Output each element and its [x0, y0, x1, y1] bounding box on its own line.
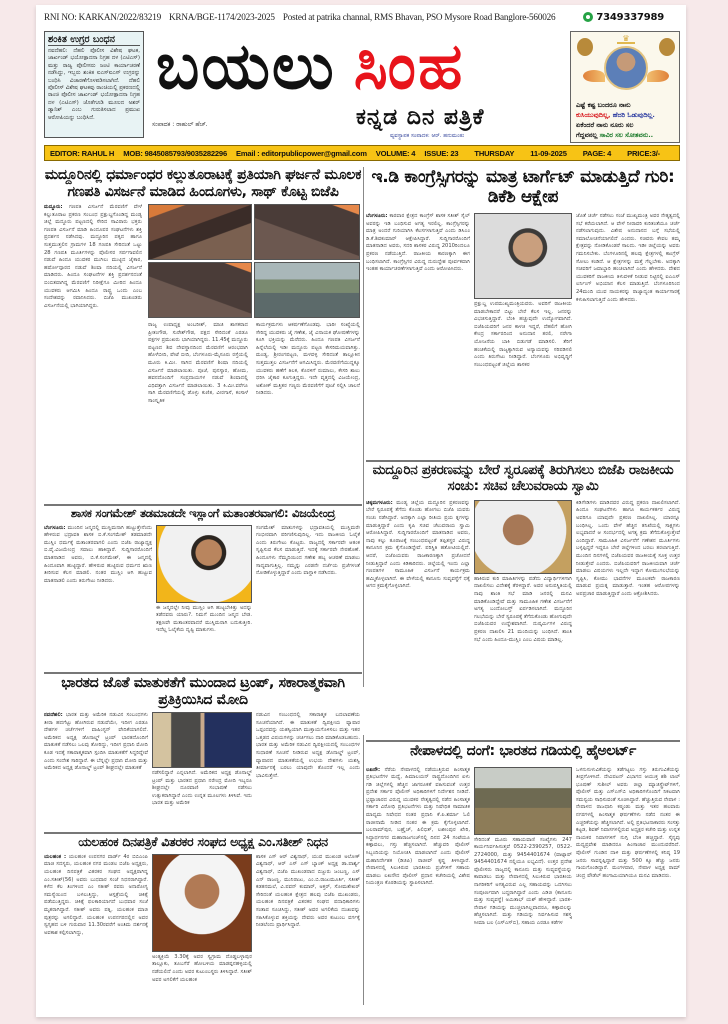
- crowd-photo: [254, 204, 360, 260]
- mobile-numbers: MOB: 9845085793/9035282296: [123, 148, 227, 158]
- editor-name: EDITOR: RAHUL H: [50, 148, 115, 158]
- article-text-column: ಶಾಸಕ ಎಸ್ ಆರ್ ವಿಶ್ವನಾಥ್, ಯುವ ಮುಖಂಡ ಅಲೋಕ್ ವಿಶ್ವನಾಥ್, ಆರ್ ಎಸ್ ಎಸ್ ಬ್ಯಾಂಕ್ ಅಧ್ಯಕ್ಷ ಡಾ.ಪಾರ್ಶ್ವ ವಿಶ್ವನಾಥ್, ಬಿಜೆಪಿ ಮುಖಂಡರಾದ ಬಿಜ್ಜುರು ಜಂಬಣ್ಣ, ಎಸ್ ಎನ್ ರಾಜಣ್ಣ, ಮುನಿರಾಜು, ಎಂ.ಬಿ.ರಾಜುಮೂರ್ತಿ, ಸತೀಶ್ ಕಡತನಮಲೆ, ವಿ.ಪವನ್ ಕುಮಾರ್, ಅಕ್ತರ್, ಸೋಮಶೇಖರ್ ಸೇರಿದಂತೆ ಯಲಹಂಕ ಕ್ಷೇತ್ರದ ಹಲವು ಬಿಜೆಪಿ ಮುಖಂಡರು, ಯಲಹಂಕ ದಿನಪತ್ರಿಕೆ ವಿತರಕರ ಸಂಘದ ಪದಾಧಿಕಾರಿಗಳು ಸಂತಾಪ ಸೂಚಿಸಿದ್ದು, ಸತೀಶ್ ಅವರ ಅಗಲಿಕೆಯ ದುಃಖವನ್ನು ಸಹಿಸಿಕೊಳ್ಳುವ ಶಕ್ತಿಯನ್ನು ದೇವರು ಅವರ ಕುಟುಂಬ ವರ್ಗಕ್ಕೆ ನೀಡಲೆಂದು ಪ್ರಾರ್ಥಿಸಿದ್ದಾರೆ.: [256, 853, 360, 929]
- column-divider: [363, 735, 364, 1005]
- quote-line: ಸಾವಿರ ಸಲ ಸೋತವನು..: [599, 131, 654, 139]
- title-red-part: ಸಿಂಹ: [353, 30, 465, 104]
- article-maddur-swamy: [366, 463, 680, 735]
- phone-number: 7349337989: [596, 11, 664, 23]
- article-divider: [44, 672, 362, 674]
- dateline: ಮದ್ದೂರು:: [44, 204, 63, 211]
- dateline: ಚಿಕ್ಕಮಗಳೂರು:: [366, 499, 393, 506]
- street-procession-photo: [254, 262, 360, 318]
- krna-number: KRNA/BGE-1174/2023-2025: [169, 12, 275, 22]
- crown-icon: ♛: [617, 36, 635, 44]
- rni-number: RNI NO: KARKAN/2022/83219: [44, 12, 161, 22]
- article-text-column: ಜೊತೆ ಚರ್ಚೆ ನಡೆಸಲು ಸಂಜೆ ಮುಖ್ಯಮಂತ್ರಿ ಅವರ ನೇತೃತ್ವದಲ್ಲಿ ಸಭೆ ಕರೆಯಲಾಗಿದೆ. ಆ ವೇಳೆ ನೀರಾವರಿ ಕುರಿತಂತೆಯೂ ಚರ್ಚೆ ನಡೆಸಲಾಗುವುದು. ವಿಶೇಷ ಅನುದಾನದ ಬಗ್ಗೆ ಸಭೆಯಲ್ಲಿ ಸಮಾಲೋಚನೆಯಾಗಲಿದೆ ಎಂದರು. ಸಚಿವರು ಕೇವಲ ತಮ್ಮ ಕ್ಷೇತ್ರವನ್ನು ನೋಡಿಕೊಂಡರೆ ಸಾಲದು. ಇಡೀ ಜಿಲ್ಲೆಯನ್ನು ಅವರು ಗಮನಿಸಬೇಕು. ಬೆಂಗಳೂರಿನಲ್ಲಿ ಹಲವು ಕ್ಷೇತ್ರಗಳಲ್ಲಿ ಕಾಂಗ್ರೆಸ್ ಸೋಲು ಕಂಡಿದೆ. ಆ ಕ್ಷೇತ್ರಗಳನ್ನು ಮತ್ತೆ ಗೆಲ್ಲಬೇಕು. ಅದಕ್ಕಾಗಿ ಸಚಿವರಿಗೆ ಜವಾಬ್ದಾರಿ ಹಂಚಲಾಗಿದೆ ಎಂದು ಹೇಳಿದರು. ದೇಶದ ಯುವಕರಿಗೆ ರಾಜಕೀಯ ತಿಳುವಳಿಕೆ ನೀಡುವ ನಿಟ್ಟಿನಲ್ಲಿ ಐಎಎಸ್ ಲರ್ನಿಂಗ್ ಅಭಿಯಾನ ಕೆಲಸ ಮಾಡುತ್ತಿದೆ. ಬೆಂಗಳೂರಿನಿಂದ 24ಮಂದಿ ಯುವ ನಾಯಕರನ್ನು ರಾಜ್ಯಾದ್ಯಂತ ಕಾರ್ಯಾಗಾರಕ್ಕೆ ಕಳುಹಿಸಲಾಗುತ್ತಿದೆ ಎಂದು ಹೇಳಿದರು.: [576, 213, 680, 303]
- quote-line: ಗೆದ್ದವನಲ್ಲ: [576, 131, 598, 139]
- satish-photo: [152, 854, 252, 952]
- article-text-column: ನಡೆಸಲಿದ್ದಾರೆ ಎನ್ನಲಾಗಿದೆ. ಅಮೆರಿಕದ ಅಧ್ಯಕ್ಷ ಡೊನಾಲ್ಡ್ ಟ್ರಂಪ್ ಮತ್ತು ಭಾರತದ ಪ್ರಧಾನಿ ನರೇಂದ್ರ ಮೋದಿ ಇಬ್ಬರೂ ಶೀಘ್ರದಲ್ಲೇ ದೂರವಾಣಿ ಸಂಭಾಷಣೆ ನಡೆಸಲು ಉತ್ಸುಕರಾಗಿದ್ದಾರೆ ಎಂದು ಉನ್ನತ ಮೂಲಗಳು ತಿಳಿಸಿವೆ. ಇದು ಭಾರತ ಮತ್ತು ಅಮೆರಿಕ: [152, 770, 252, 807]
- editor-quote: [576, 100, 676, 140]
- article-text-column: [366, 213, 470, 451]
- side-news-title: ಶಂಕಿತ ಉಗ್ರರ ಬಂಧನ: [48, 34, 140, 46]
- article-text: ಯಲಹಂಕ ಉಪನಗರ ವಾರ್ಡ್ 4ರ ಬಿಬಿಎಂಪಿ ಮಾಜಿ ಸದಸ್ಯರು, ಯಲಹಂಕ ನಗರ ಮಂಡಲ ಬಿಜೆಪಿ ಅಧ್ಯಕ್ಷರು, ಯಲಹಂಕ ದಿನಪತ್ರಿಕೆ ವಿತರಕರ ಸಂಘದ ಅಧ್ಯಕ್ಷರಾಗಿದ್ದ ಎಂ.ಸತೀಶ್(56) ಅವರು ಬುಧವಾರ ಸಂಜೆ ನಿಧನರಾಗಿದ್ದಾರೆ. ಕಳೆದ ಕೆಲ ತಿಂಗಳಿಂದ ಎಂ ಸತೀಶ್ ರವರು ಅನಾರೋಗ್ಯ ಸಮಸ್ಯೆಯಿಂದ ಬಳಲುತ್ತಿದ್ದು, ಆಸ್ಪತ್ರೆಯಲ್ಲಿ ಚಿಕಿತ್ಸೆ ಪಡೆಯುತ್ತಿದ್ದರು. ಚಿಕಿತ್ಸೆ ಫಲಕಾರಿಯಾಗದೆ ಬುಧವಾರ ಸಂಜೆ ಮೃತರಾಗಿದ್ದಾರೆ. ಸತೀಶ್ ಅವರು ಪತ್ನಿ, ಯಲಹಂಕ ಮಾಜಿ ಪುತ್ರರನ್ನು ಅಗಲಿದ್ದಾರೆ. ಯಲಹಂಕ ಉಪನಗರದಲ್ಲಿನ ಅವರ ಸ್ವಗೃಹದ ಬಳಿ ಗುರುವಾರ 11.30ರವರೆಗೆ ಅಂತಿಮ ದರ್ಶನಕ್ಕೆ ಅವಕಾಶ ಕಲ್ಪಿಸಲಾಗಿದ್ದು,: [44, 853, 148, 936]
- price: PRICE:3/-: [627, 148, 660, 158]
- article-headline: ಮದ್ದೂರಿನ ಪ್ರಕರಣವನ್ನು ಬೇರೆ ಸ್ವರೂಪಕ್ಕೆ ತಿರುಗಿಸಲು ಬಿಜೆಪಿ ರಾಜಕೀಯ ಸಂಚು: ಸಚಿವ ಚೆಲುವರಾಯ ಸ್ವಾಮಿ: [372, 462, 674, 494]
- editor-quote-box: [570, 31, 680, 143]
- article-divider: [366, 740, 680, 742]
- dk-shivakumar-photo: [474, 213, 572, 299]
- crowd-photo: [148, 262, 252, 318]
- quote-line: ಹೆದರಿ ಓಡುವುದಿಲ್ಲ.: [612, 111, 655, 119]
- article-text-column: ರಾಜ್ಯ ಉಪಾಧ್ಯಕ್ಷ ಅಂಬರೀಶ್, ಮಾಜಿ ಶಾಸಕರಾದ ಪ್ರೀತಂಗೌಡ, ಸುರೇಶ್‌ಗೌಡ, ಪಕ್ಷದ ಸೇರಿದಂತೆ ಎರಡೂ ಪಕ್ಷಗಳ ಪ್ರಮುಖರು ಭಾಗಿಯಾಗಿದ್ದರು. 11.45ಕ್ಕೆ ಮದ್ದೂರು ಪಟ್ಟಣದ ಶಿವ ದೇವಸ್ಥಾನದಿಂದ ಮೆರವಣಿಗೆ ಆರಂಭವಾಗಿ ಹೊಳೆಬೀದಿ, ಪೇಟೆ ಬೀದಿ, ಬೆಂಗಳೂರು-ಮೈಸೂರು ರಸ್ತೆಯಲ್ಲಿ ಮೂರು ಕಿ.ಮೀ. ಸಾಗಿದ ಮೆರವಣಿಗೆ ಶಿಂಷಾ ನದಿಯಲ್ಲಿ ವಿಸರ್ಜನೆ ಮಾಡಲಾಯಿತು. ಪೂಜೆ, ಪುನಸ್ಕಾರ, ಹೋಮ, ಹವನದೊಂದಿಗೆ ಸಂಪ್ರದಾಯಗಳ ನಡುವೆ ಶಿಂಷಾದಲ್ಲಿ ವಿಧಿವತ್ತಾಗಿ ವಿಸರ್ಜನೆ ಮಾಡಲಾಯಿತು. 3 ಕಿ.ಮೀ.ವರೆಗೂ ಸಾಗಿ ಮೆರವಣಿಗೆಯಲ್ಲಿ ಡೊಳ್ಳು ಕುಣಿತ, ವೀರಗಾಸೆ, ಕಂಸಾಳೆ ಸಾಂಸ್ಕೃತಿಕ: [148, 322, 248, 404]
- wing-decoration-icon: [583, 70, 605, 82]
- dateline: ಯಲಹಂಕ :: [44, 853, 67, 860]
- article-text: ಭಾರತ ಮತ್ತು ಅಮೆರಿಕ ನಡುವಿನ ಸಂಬಂಧಗಳು ತೀರಾ ಹದಗೆಟ್ಟು ಹೋಗಿರುವ ನಡುವೆಯೇ, ಇದೀಗ ಎರಡೂ ದೇಶಗಳ ಚರ್ಚೆಗಳಿಗೆ ವಾಷಿಂಗ್ಟನ್ ವೇದಿಕೆಯಾಗಲಿದೆ. ಅಮೆರಿಕದ ಅಧ್ಯಕ್ಷ ಡೊನಾಲ್ಡ್ ಟ್ರಂಪ್ ಭಾರತದೊಂದಿಗೆ ಮಾತುಕತೆ ನಡೆಸಲು ಒಲವು ತೋರಿದ್ದು, ಇದೀಗ ಪ್ರಧಾನಿ ಮೋದಿ ಕೂಡ ಇದಕ್ಕೆ ಸಕಾರಾತ್ಮಕವಾಗಿ ಸ್ಪಂದಿಸಿ ಮಾತುಕತೆಗೆ ಸಿದ್ಧರಿದ್ದೇವೆ ಎಂದು ಸಂದೇಶ ಸಾರಿದ್ದಾರೆ. ಈ ಬೆನ್ನಲ್ಲೇ ಪ್ರಧಾನಿ ಮೋದಿ ಮತ್ತು ಅಮೆರಿಕದ ಅಧ್ಯಕ್ಷ ಡೊನಾಲ್ಡ್ ಟ್ರಂಪ್ ಶೀಘ್ರದಲ್ಲೇ ಮಾತುಕತೆ: [44, 712, 148, 772]
- modi-trump-photo: [152, 712, 252, 768]
- volume-number: VOLUME: 4: [375, 148, 416, 158]
- crowd-photo: [148, 204, 252, 260]
- article-headline: ಯಲಹಂಕ ದಿನಪತ್ರಿಕೆ ವಿತರಕರ ಸಂಘದ ಅಧ್ಯಕ್ಷ ಎಂ.ಸತೀಶ್ ನಿಧನ: [78, 834, 328, 849]
- article-text-column: [366, 500, 470, 728]
- article-ed-target: [366, 167, 680, 455]
- dateline: ಬೆಂಗಳೂರು:: [44, 524, 66, 531]
- article-sangamesh: [44, 507, 362, 667]
- side-news-text: ನವದೆಹಲಿ: ದೆಹಲಿ ಪೊಲೀಸ ವಿಶೇಷ ಘಟಕ, ಜಾರ್ಖಂಡ್ ಭಯೋತ್ಪಾದನಾ ನಿಗ್ರಹ ದಳ (ಎಟಿಎಸ್) ಮತ್ತು ರಾಜ್ಯ ಪೊಲೀಸರು ಜಂಟಿ ಕಾರ್ಯಾಚರಣೆ ನಡೆಸಿದ್ದು, ಇಬ್ಬರು ಶಂಕಿತ ಐಎಸ್‌ಐಎಸ್ ಉಗ್ರರನ್ನು ಬಂಧಿಸಿ ವಿಚಾರಣೆಗೊಳಪಡಿಸಲಾಗಿದೆ. ದೆಹಲಿ ಪೊಲೀಸ್ ವಿಶೇಷ ಘಟಕವು ರಾಂಚಿಯಲ್ಲಿ ಪ್ರಕರಣದಲ್ಲಿ ರಾಂಚಿ ಪೊಲೀಸ ಜಾರ್ಖಂಡ್ ಭಯೋತ್ಪಾದನಾ ನಿಗ್ರಹ ದಳ (ಎಟಿಎಸ್) ಜೊತೆಗೂಡಿ ಮೂಲದ ಅಶರ್ ಡ್ಯಾನಿಶ್ ಎಂಬ ಗುರುತಿಸಲಾದ ಪ್ರಮುಖ ಆರೋಪಿಯನ್ನು ಬಂಧಿಸಿದೆ.: [48, 48, 140, 121]
- dateline: ನವದೆಹಲಿ:: [44, 712, 63, 719]
- article-text: ಮುಂದಿನ ಜನ್ಮದಲ್ಲಿ ಮುಸ್ಲಿಮನಾಗಿ ಹುಟ್ಟುತ್ತೇನೆಂದು ಹೇಳಿರುವ ಭದ್ರಾವತಿ ಶಾಸಕ ಬಿ.ಕೆ.ಸಂಗಮೇಶ್ ತಡಮಾಡದೇ ಮುಸ್ಲಿಂ ಧರ್ಮಕ್ಕೆ ಮತಾಂತರವಾಗಲಿ ಎಂದು ಬಿಜೆಪಿ ರಾಜ್ಯಾಧ್ಯಕ್ಷ ಬಿ.ವೈ.ವಿಜಯೇಂದ್ರ ಸವಾಲು ಹಾಕಿದ್ದಾರೆ. ಸುದ್ದಿಗಾರರೊಂದಿಗೆ ಮಾತನಾಡಿದ ಅವರು, ಬಿ.ಕೆ.ಸಂಗಮೇಶ್, ಈ ಜನ್ಮದಲ್ಲಿ ಹಿಂದೂವಾಗಿ ಹುಟ್ಟಿದ್ದಾರೆ. ಹೇಳಿರುವ ಹುಟ್ಟಿರುವ ಧರ್ಮದ ಋಣ ತೀರಿಸುವ ಕೆಲಸ ಮಾಡಲಿ. ನಂತರ ಮುಸ್ಲಿಂ ಆಗಿ ಹುಟ್ಟುವ ಮಾತನಾಡಲಿ ಎಂದು ತಿರುಗೇಟು ನೀಡಿದರು.: [44, 524, 152, 584]
- managing-editor-credit: ವ್ಯವಸ್ಥಾಪಕ ಸಂಪಾದಕ: ಆರ್. ಹನುಮಂತು: [390, 133, 465, 139]
- posted-address: Posted at patrika channal, RMS Bhavan, PSO Mysore Road Banglore-560026: [282, 12, 556, 22]
- lion-emblem-icon: [659, 38, 675, 56]
- article-headline: ಇ.ಡಿ ಕಾಂಗ್ರೆಸ್ಸಿಗರನ್ನು ಮಾತ್ರ ಟಾರ್ಗೆಟ್ ಮಾಡುತ್ತಿದೆ ಗುರಿ: ಡಿಕೆಶಿ ಆಕ್ಷೇಪ: [371, 167, 675, 208]
- article-text-column: ಸೇರಿದಂತೆ ಮೂರು ಸಹಾಯವಾಣಿ ಸಂಖ್ಯೆಗಳು 247 ಕಾರ್ಯನಿರ್ವಹಿಸುತ್ತವೆ 0522-2390257, 0522-2724000, ಮತ್ತು 9454401674 (ವಾಟ್ಸಾಪ್ 9454401674 ನಲ್ಲಿಯೂ ಲಭ್ಯವಿದೆ). ಉತ್ತರ ಪ್ರದೇಶ ಪೊಲೀಸರು ರಾಜ್ಯದಲ್ಲಿ ಕಾನೂನು ಮತ್ತು ಸುವ್ಯವಸ್ಥೆಯನ್ನು ಕಾಪಾಡಲು ಮತ್ತು ನೇಪಾಳದಲ್ಲಿ ಸಿಲುಕಿರುವ ಭಾರತೀಯ ನಾಗರಿಕರಿಗೆ ಅಗತ್ಯವಿರುವ ಎಲ್ಲ ಸಹಾಯವನ್ನು ಒದಗಿಸಲು ಸಂಪೂರ್ಣವಾಗಿ ಬದ್ಧರಾಗಿದ್ದಾರೆ ಎಂದು ಎಡಿಜಿ (ಕಾನೂನು ಮತ್ತು ಸುವ್ಯವಸ್ಥೆ) ಅಮಿತಾಭ್ ಯಶ್ ಹೇಳಿದ್ದಾರೆ. ಭಾರತ-ನೇಪಾಳ ಗಡಿಯನ್ನು ಮುಚ್ಚಲಾಗಿಲ್ಲವಾದರೂ, ಕಣ್ಗಾವಲನ್ನು ಹೆಚ್ಚಿಸಲಾಗಿದೆ. ಮತ್ತು ಗಡಿಯನ್ನು ನಿರ್ವಹಿಸುವ ಸಶಸ್ತ್ರ ಸೀಮಾ ಬಲ (ಎಸ್‌ಎಸ್‌ಬಿ), ಸಹಾಯ ಎರಡೂ ಕಡೆಗಳ: [474, 836, 572, 927]
- page-number: PAGE: 4: [582, 148, 612, 158]
- email-address: Email : editorpublicpower@gmail.com: [235, 148, 367, 158]
- article-satish: [44, 835, 362, 1015]
- dateline: ಲಖನೌ:: [366, 766, 381, 773]
- article-text-column: ಪ್ರಕ್ಷುಬ್ಧ ಉಪಮುಖ್ಯಮಂತ್ರಿಯವರು. ಅವರಿಗೆ ರಾಜಕೀಯ ಮಾಡಬೇಕಾದರೆ ಬಿಟ್ಟು ಬೇರೆ ಕೆಲಸ ಇಲ್ಲ. ಜನರನ್ನು ವಿಭಜಿಸುತ್ತಿದ್ದಾರೆ. ಬೆಂಕಿ ಹಚ್ಚುವುದೇ ಉದ್ಯೋಗವಾಗಿದೆ. ಬಿಜೆಪಿಯವರಿಗೆ ಜನರ ಕಾಳಜಿ ಇದ್ದರೆ, ದೆಹಲಿಗೆ ಹೋಗಿ ಕೇಂದ್ರ ಸರ್ಕಾರದಿಂದ ಅನುದಾನ ತರಲಿ, ನರೇಗಾ ಯೋಜನೆಯ ಬಾಕಿ ಬಿಡುಗಡೆ ಮಾಡಿಸಲಿ. ತೆರಿಗೆ ಹಂಚಿಕೆಯಲ್ಲಿ ರಾಜ್ಯಕ್ಕಾಗಿರುವ ಅನ್ಯಾಯವನ್ನು ಸರಿಪಡಿಸಲಿ ಎಂದು ತಿರುಗೇಟು ನೀಡಿದ್ದಾರೆ. ಬೆಂಗಳೂರು ಅಭಿವೃದ್ಧಿಗೆ ಸಂಬಂಧಪಟ್ಟಂತೆ ಜಿಲ್ಲೆಯ ಶಾಸಕರ: [474, 301, 572, 368]
- newspaper-subtitle: ಕನ್ನಡ ದಿನ ಪತ್ರಿಕೆ: [356, 105, 485, 130]
- article-trump-modi: [44, 675, 362, 825]
- article-text-column: ಕಾರ್ಯಕ್ರಮಗಳು ಆಕರ್ಷಣೆಗೊಂಡವು. ಭಾರೀ ಸಂಖ್ಯೆಯಲ್ಲಿ ಸೇರಿದ್ದ ಯುವಕರು ಜೈ ಗಣೇಶ, ಜೈ ವಿನಾಯಕ ಘೋಷಣೆಗಳನ್ನು ಕೂಗಿ ಭಕ್ತಿಯನ್ನು ಮೆರೆದರು. ಹಿಂದೂ ಗಣಪತಿ ವಿಸರ್ಜನೆ ಹಿನ್ನೆಲೆಯಲ್ಲಿ ಇಡೀ ಮದ್ದೂರು ಪಟ್ಟಣ ಕೇಸರಿಮಯವಾಗಿತ್ತು. ಮಂಡ್ಯ, ಶ್ರೀರಂಗಪಟ್ಟಣ, ಮಳವಳ್ಳಿ ಸೇರಿದಂತೆ ತಾಲ್ಲೂಕಿನ ಸುತ್ತಮುತ್ತಲ ವಿಸರ್ಜನೆಗೆ ಆಗಮಿಸಿದ್ದರು. ಮೆರವಣಿಗೆಯುದ್ದಕ್ಕೂ ಯುವಕರು ಹಣೆಗೆ ತಿಲಕ, ಕೊರಳಿಗೆ ರುಮಾಲು, ಕೇಸರಿ ಶಾಲು ಧರಿಸಿ ಜೈಕಾರ ಕೂಗುತ್ತಿದ್ದರು. ಇದೇ ವೃತ್ತದಲ್ಲಿ ವಿಜಯೇಂದ್ರ, ಅಶೋಕ್ ಮತ್ತಿತರ ಗಣ್ಯರು ಮೆರವಣಿಗೆಗೆ ಪೂಜೆ ಸಲ್ಲಿಸಿ ಚಾಲನೆ ನೀಡಿದರು.: [256, 322, 360, 397]
- article-text-column: [366, 767, 470, 1003]
- article-text-column: ಹಾಕಿರುವ ಕುರಿ ಮಾಹಿತಿಗಳನ್ನು ಪಡೆದು ವಿದ್ಯಾರ್ಥಿಗಳಿಗಾಗಿ ದಾಖಲಿಸಲು ವಿದೇಶಕ್ಕೆ ತೆರಳಿದ್ದಾರೆ. ಅವರ ಅನುಪಸ್ಥಿತಿಯಲ್ಲಿ ನಾವು ಶಾಂತಿ ಸಭೆ ಮಾಡಿ ಜನರಲ್ಲಿ ಮನವಿ ಮಾಡಿಕೊಂಡಿದ್ದೇವೆ ಮತ್ತು ಸಾಮೂಹಿಕ ಗಣೇಶ ವಿಸರ್ಜನೆಗೆ ಅಗತ್ಯ ಬಂದೋಬಸ್ತ್ ಏರ್ಪಡಿಸಲಾಗಿದೆ. ಮದ್ದೂರಿನ ಗಲಭೆಯನ್ನು ಬೇರೆ ಸ್ವರೂಪಕ್ಕೆ ತೆಗೆದುಕೊಂಡು ಹೋಗುವುದೇ ಬಿಜೆಪಿಯವರ ಉದ್ದೇಶವಾಗಿದೆ. ದುಷ್ಕರ್ಮಿಗಳ ವಿರುದ್ಧ ಪ್ರಕರಣ ದಾಖಲಿಸಿ 21 ಮಂದಿಯನ್ನು ಬಂಧಿಸಿದೆ. ಶಾಂತಿ ಸಭೆ ಎಂದು ಹಿಂದೂ-ಮುಸ್ಲಿಂ ಎಂಬ ವಿಷಯ ಮಾಡಿಲ್ಲ.: [474, 575, 572, 643]
- article-headline: ಭಾರತದ ಜೊತೆ ಮಾತುಕತೆಗೆ ಮುಂದಾದ ಟ್ರಂಪ್, ಸಕಾರಾತ್ಮಕವಾಗಿ ಪ್ರತಿಕ್ರಿಯಿಸಿದ ಮೋದಿ: [61, 675, 345, 708]
- article-text-column: [44, 712, 148, 820]
- dateline: ಬೆಂಗಳೂರು:: [366, 213, 388, 220]
- quote-line: ಕುಸಿಯುವುದಿಲ್ಲ,: [576, 111, 611, 119]
- newspaper-title: [156, 27, 464, 107]
- quote-line: ಎಷ್ಟೆ ಕಷ್ಟ ಬಂದರೂ ನಾನು: [576, 101, 631, 109]
- article-text: ಗಣಪತಿ ವಿಸರ್ಜನೆ ಮೆರವಣಿಗೆ ವೇಳೆ ಕಲ್ಲುತೂರಾಟ ಪ್ರಕರಣ ಸಂಬಂಧ ಪ್ರಕ್ಷುಬ್ಧಗೊಂಡಿದ್ದ ಮಂಡ್ಯ ಜಿಲ್ಲೆ ಮದ್ದೂರು ಪಟ್ಟಣದಲ್ಲಿ ಸೇರಿದ ಸಾವಿರಾರು ಭಕ್ತರು ಗಣಪತಿ ವಿಸರ್ಜನೆ ಮಾಡಿ ಹಿಂದೂಪರ ಸಂಘಟನೆಗಳು ಶಕ್ತಿ ಪ್ರದರ್ಶನ ನಡೆಸಿದವು. ಮದ್ದೂರಿನ ಪಕ್ಕದ ಹಾಗೂ ಸುತ್ತಮುತ್ತಲಿನ ಗ್ರಾಮಗಳ 18 ಗಣಪತಿ ಸೇರಿದಂತೆ ಒಟ್ಟು 28 ಗಣಪತಿ ಮೂರ್ತಿಗಳನ್ನು ಪೊಲೀಸರ ಸರ್ಪಗಾವಲಿನ ನಡುವೆ ಹಿಂದೂ ಯುವಕರ ಮುಗಿಲು ಮುಟ್ಟಿದ ಜೈಕಾರ, ಹರ್ಷೋದ್ಗಾರದ ನಡುವೆ ಶಿಂಷಾ ನದಿಯಲ್ಲಿ ವಿಸರ್ಜನೆ ಮಾಡಿದರು. ಹಿಂದೂ ಸಂಘಟನೆಗಳ ಶಕ್ತಿ ಪ್ರದರ್ಶನದಂತೆ ಬಿಂಬಿತವಾಗಿದ್ದ ಮೆರವಣಿಗೆ ನಿರೀಕ್ಷೆಗೂ ಮೀರಿದ ಹಿಂದೂ ಯುವಕರು ಆಗಮಿಸಿ ಹಿಂದೂ ರಾಷ್ಟ್ರ ಒಂದು ಎಂಬ ಸಂದೇಶವನ್ನು ರವಾನಿಸಿದರು. ಬಿಜೆಪಿ ಮುಖಂಡರು ವಿಸರ್ಜನೆಯಲ್ಲಿ ಭಾಗಿಯಾಗಿದ್ದರು.: [44, 204, 142, 309]
- article-text-column: ಅಂತ್ಯಕ್ರಿಯೆ 3.30ಕ್ಕೆ ಅವರ ಸ್ವಗ್ರಾಮ ದೊಡ್ಡಬಳ್ಳಾಪುರ ತಾಲ್ಲೂಕು, ತೂಬಗೆರೆ ಹೋಬಳಿಯ ಮಾಡಪ್ಪನಹಳ್ಳಿಯಲ್ಲಿ ನಡೆಯಲಿದೆ ಎಂದು ಅವರ ಕುಟುಂಬಸ್ಥರು ತಿಳಿಸಿದ್ದಾರೆ. ಸತೀಶ್ ಅವರ ಅಗಲಿಕೆಗೆ ಯಲಹಂಕ: [152, 953, 252, 983]
- article-text-column: [44, 854, 148, 1006]
- column-divider: [363, 167, 364, 687]
- article-headline: ಮದ್ದೂರಿನಲ್ಲಿ ಧರ್ಮಾಂಧರ ಕಲ್ಲುತೂರಾಟಕ್ಕೆ ಪ್ರತಿಯಾಗಿ ಘರ್ಜನೆ ಮೂಲಕ ಗಣಪತಿ ವಿಸರ್ಜನೆ ಮಾಡಿದ ಹಿಂದೂಗಳು, ಸಾಥ್ ಕೊಟ್ಟ ಬಿಜೆಪಿ: [44, 167, 362, 200]
- article-maddur-ganapati: [44, 167, 362, 501]
- chaluvarayaswamy-photo: [474, 500, 572, 574]
- issue-number: ISSUE: 23: [424, 148, 459, 158]
- editor-photo: [604, 46, 648, 90]
- lion-emblem-icon: [577, 38, 593, 56]
- vijayendra-photo: [156, 525, 252, 603]
- article-text: ಕಾರವಾರ ಕ್ಷೇತ್ರದ ಕಾಂಗ್ರೆಸ್ ಶಾಸಕ ಸತೀಶ್ ಸೈಲ್ ಅವರನ್ನು ಇಡಿ ಬಂಧಿಸುವ ಅಗತ್ಯ ಇರಲಿಲ್ಲ. ಕಾಂಗ್ರೆಸ್ಸಿಗರನ್ನು ಮಾತ್ರ ಅಂದರೆ ಗುರಿಯಾಗಿಸಿ ಕೆಲಸಗಳಾಗುತ್ತಿವೆ ಎಂದು ಡಿಸಿಎಂ ಡಿ.ಕೆ.ಶಿವಕುಮಾರ್ ಆಕ್ಷೇಪಿಸಿದ್ದಾರೆ. ಸುದ್ದಿಗಾರರೊಂದಿಗೆ ಮಾತನಾಡಿದ ಅವರು, ಸದರಿ ಶಾಸಕರ ವಿರುದ್ಧ 2010ರಿಂದಲೂ ಪ್ರಕರಣ ನಡೆಯುತ್ತಿದೆ. ರಾಜಕೀಯ ಕಾರಣಕ್ಕಾಗಿ ಈಗ ಬಂಧಿಸಲಾಗಿದೆ. ಕಾಂಗ್ರೆಸ್ಸಿಗರ ವಿರುದ್ಧ ದುರುದ್ದೇಶ ಪೂರ್ವಕವಾಗಿ ಇಂತಹ ಕಾರ್ಯಾಚರಣೆಗಳಾಗುತ್ತಿವೆ ಎಂದು ಆರೋಪಿಸಿದರು.: [366, 213, 470, 273]
- registration-line: [44, 9, 680, 25]
- article-text-column: ಸಂಗಮೇಶ್ ಮಾತುಗಳನ್ನು ಭದ್ರಾವತಿಯಲ್ಲಿ ಮುಸ್ಲಿಮರೇ ಗಂಭೀರವಾಗಿ ಪರಿಗಣಿಸುವುದಿಲ್ಲ. ಇದು ರಾಜಕೀಯ ಓಲೈಕೆ ಎಂದು ತಿರುಗೇಟು ಕೊಟ್ಟರು. ರಾಜ್ಯದಲ್ಲಿ ಸರ್ಕಾರವೇ ಆತಂಕ ಸೃಷ್ಟಿಸುವ ಕೆಲಸ ಮಾಡುತ್ತಿದೆ. ಇದಕ್ಕೆ ಸರ್ಕಾರವೇ ನೇರಹೊಣೆ. ಹಿಂದೂಗಳು ನೆಮ್ಮದಿಯಿಂದ ಗಣೇಶ ಹಬ್ಬ ಆಚರಣೆ ಮಾಡಲು ಸಾಧ್ಯವಾಗುತ್ತಿಲ್ಲ. ನಮ್ಮನ್ನು ಎರಡನೇ ದರ್ಜೆಯ ಪ್ರಜೆಗಳಂತೆ ನೋಡಿಕೊಳ್ಳುತ್ತಿದ್ದಾರೆ ಎಂದು ವಾಗ್ದಾಳಿ ನಡೆಸಿದರು.: [256, 524, 360, 577]
- issue-date: 11-09-2025: [530, 148, 567, 158]
- issue-info-bar: [44, 145, 680, 161]
- wing-decoration-icon: [647, 70, 669, 82]
- article-text-column: ಈ ಜನ್ಮದಲ್ಲೇ ನೀವು ಮುಸ್ಲಿಂ ಆಗಿ ಹುಟ್ಟಬೇಕಿತ್ತು ಅದನ್ನು ತಡೆದವರು ಯಾರು?. ನಿಮಗೆ ಮುಂದಿನ ಜನ್ಮದ ಬೇಡ. ತಕ್ಷಣವೇ ಮತಾಂತರವಾದರೆ ಮುಸ್ಲಿಮರಾಗಿ ಬದುಕುತ್ತೀರಿ. ಇದೆಲ್ಲ ಓಲೈಕೆಯ ದೃಷ್ಟಿ ಮಾತುಗಳು.: [156, 604, 252, 634]
- whatsapp-icon: [583, 12, 593, 22]
- article-headline: ಶಾಸಕ ಸಂಗಮೇಶ್ ತಡಮಾಡದೇ ಇಸ್ಲಾಂಗೆ ಮತಾಂತರವಾಗಲಿ: ವಿಜಯೇಂದ್ರ: [70, 506, 336, 520]
- quote-line: ಏಕೆಂದರೆ ನಾನು ನೂರು ಸಲ: [576, 121, 634, 129]
- article-text-column: ಒಳನುಸುಳುವಿಕೆಯನ್ನು ತಡೆಗಟ್ಟಲು ಗಸ್ತು ತಿರುಗುವಿಕೆಯನ್ನು ತೀವ್ರಗೊಳಿಸಿದೆ. ದೇವಿಪಟನ್ ವಿಭಾಗದ ಆಯುಕ್ತ ಶಶಿ ಲಾಲ್ ಭೂಷಣ್ ಸುಶೀಲ್ ಅವರು ಜಿಲ್ಲಾ ಮ್ಯಾಜಿಸ್ಟ್ರೇಟ್‌ಗಳಿಗೆ, ಪೊಲೀಸ್ ಮತ್ತು ಎಸ್‌ಎಸ್‌ಬಿ ಅಧಿಕಾರಿಗಳೊಂದಿಗೆ ನಿಕಟವಾಗಿ ಸಮನ್ವಯ ಸಾಧಿಸುವಂತೆ ಸೂಚಿಸಿದ್ದಾರೆ. ಹೆಚ್ಚುತ್ತಿರುವ ನೇಪಾಳ : ನೇಪಾಳದ ರಾಜಧಾನಿ ಕಠ್ಮಂಡು ಮತ್ತು ಇತರ ಹಲವಾರು ನಗರಗಳಲ್ಲಿ ಹಿಂಸಾತ್ಮಕ ಘರ್ಷಣೆಗಳು ನಡೆದ ನಂತರ ಈ ಎಚ್ಚರಿಕೆಯನ್ನು ಹೆಚ್ಚಿಸಲಾಗಿದೆ. ಅಲ್ಲಿ ಪ್ರತಿಭಟನಾಕಾರರು ಸಂಸತ್ತು ಕಟ್ಟಡ, ಶಿವಶ್ ನಿವಾಸಗಳಲ್ಲಿರುವ ಅಧ್ಯಕ್ಷರ ಕಚೇರಿ ಮತ್ತು ಉನ್ನತ ನಾಯಕರ ನಿವಾಸಗಳಿಗೆ ನುಗ್ಗಿ ಬೆಂಕಿ ಹಚ್ಚಿದ್ದಾರೆ. ಸೈನ್ಯವು ಮಧ್ಯಪ್ರವೇಶ ಮಾಡಿದರೂ ಹಿಂಸಾಚಾರ ಮುಂದುವರೆದಿದೆ. ಪೊಲೀಸ್ ಗುಂಡಿನ ದಾಳಿ ಮತ್ತು ಘರ್ಷಣೆಗಳಲ್ಲಿ ಕನಿಷ್ಠ 19 ಜನರು ಸಾವನ್ನಪ್ಪಿದ್ದಾರೆ ಮತ್ತು 500 ಕ್ಕೂ ಹೆಚ್ಚು ಜನರು ಗಾಯಗೊಂಡಿದ್ದಾರೆ. ಮಂಗಳವಾರ, ನೇಪಾಳ ಅಧ್ಯಕ್ಷ ರಾಮ್ ಚಂದ್ರ ಪೌಡೆಲ್ ಹಂಗಾಮಿಯಾಗಿಯೂ ಮನವಿ ಮಾಡಿದರು.: [576, 766, 680, 879]
- newspaper-page: [36, 5, 686, 1017]
- title-black-part: ಬಯಲು: [156, 30, 336, 104]
- article-text-column: [44, 204, 142, 494]
- article-text-column: [44, 525, 152, 655]
- issue-day: THURSDAY: [474, 148, 515, 158]
- article-text: ಮಂಡ್ಯ ಜಿಲ್ಲೆಯ ಮದ್ದೂರಿನ ಪ್ರಕರಣವನ್ನು ಬೇರೆ ಸ್ವರೂಪಕ್ಕೆ ತೆಗೆದು ಕೊಂಡು ಹೋಗಲು ಬಿಜೆಪಿ ಯವರು ಸಂಚು ನಡೆಸಿದ್ದಾರೆ. ಅದಕ್ಕಾಗಿ ಎಲ್ಲಾ ರೀತಿಯ ಪ್ರಯ ತ್ನಗಳನ್ನು ಮಾಡುತ್ತಿದ್ದಾರೆ ಎಂದು ಕೃಷಿ ಸಚಿವ ಚೆಲುವರಾಯ ಸ್ವಾಮಿ ಆರೋಪಿಸಿದ್ದಾರೆ. ಸುದ್ದಿಗಾರರೊಂದಿಗೆ ಮಾತನಾಡಿದ ಅವರು, ನಾವು ಕಲ್ಲು ತೂರಾಟಕ್ಕೆ ಸಂಬಂಧಪಟ್ಟಂತೆ ತಪ್ಪಿತಸ್ಥರ ವಿರುದ್ಧ ಕಾನೂನಿನ ಕ್ರಮ ಕೈಗೊಂಡಿದ್ದೇವೆ. ಪರಿಸ್ಥಿತಿ ಹತೋಟಿಯಲ್ಲಿದೆ. ಆದರೆ, ಬಿಜೆಪಿಯವರು ರಾಜಕಾರಣಕ್ಕಾಗಿ ಪ್ರಚೋದನೆ ನೀಡುತ್ತಿದ್ದಾರೆ ಎಂದು ಕಿಡಿಕಾರಿದರು. ಜಿಲ್ಲೆಯಲ್ಲಿ ಇಂದು ಎಲ್ಲಾ ಗಣಪತಿಗಳ ಸಾಮೂಹಿಕ ವಿಸರ್ಜನೆ ಕಾರ್ಯಕ್ರಮ ಹಮ್ಮಿಕೊಳ್ಳಲಾಗಿದೆ. ಈ ವೇಳೆಯಲ್ಲಿ ಕಾನೂನು ಸುವ್ಯವಸ್ಥೆಗೆ ಧಕ್ಕೆ ಆಗದ ಕ್ರಮಕೈಗೊಳ್ಳಲಾಗಿದೆ.: [366, 499, 470, 590]
- article-text-column: ನಡುವಿನ ಸಂಬಂಧದಲ್ಲಿ ಸಕಾರಾತ್ಮಕ ಬದಲಾವಣೆಯ ಸೂಚನೆಯಾಗಿದೆ. ಈ ಮಾತುಕತೆ ದ್ವಿಪಕ್ಷೀಯ ವ್ಯಾಪಾರ ಒಪ್ಪಂದವನ್ನು ಯಶಸ್ವಿಯಾಗಿ ಮುಕ್ತಾಯಗೊಳಿಸಲು ಮತ್ತು ಇತರ ಒತ್ತಡದ ವಿಷಯಗಳನ್ನು ಚರ್ಚಿಸಲು ದಾರಿ ಮಾಡಿಕೊಡಬಹುದು. ಭಾರತ ಮತ್ತು ಅಮೆರಿಕ ನಡುವಿನ ದ್ವಿಪಕ್ಷೀಯದಲ್ಲಿ ಸಂಬಂಧಗಳ ಸುಧಾರಣೆ ಸೂಚನೆ ನೀಡಿರುವ ಅಧ್ಯಕ್ಷ ಡೊನಾಲ್ಡ್ ಟ್ರಂಪ್, ವ್ಯಾಪಾರದ ಮಾತುಕತೆಯಲ್ಲಿ ಉಭಯ ದೇಶಗಳು ಯಶಸ್ವಿ ತೀರ್ಮಾನಕ್ಕೆ ಬರಲು ಯಾವುದೇ ತೊಂದರೆ ಇಲ್ಲ ಎಂದು ಭಾವಿಸುತ್ತೇನೆ.: [256, 712, 360, 779]
- article-text: ನೆರೆಯ ನೇಪಾಳದಲ್ಲಿ ನಡೆಯುತ್ತಿರುವ ಹಿಂಸಾತ್ಮಕ ಪ್ರತಿಭಟನೆಗಳ ಮಧ್ಯೆ, ಹಿಮಾಲಯನ್ ರಾಷ್ಟ್ರದೊಂದಿಗಿನ ಏಳು ಗಡಿ ಜಿಲ್ಲೆಗಳಲ್ಲಿ ಹೆಚ್ಚಿನ ಜಾಗರೂಕತೆ ವಹಿಸುವಂತೆ ಉತ್ತರ ಪ್ರದೇಶ ಸರ್ಕಾರ ಪೊಲೀಸ್ ಅಧಿಕಾರಿಗಳಿಗೆ ನಿರ್ದೇಶನ ನೀಡಿದೆ. ಭ್ರಷ್ಟಾಚಾರದ ವಿರುದ್ಧ ಯುವಕರ ನೇತೃತ್ವದಲ್ಲಿ ನಡೆದ ಹಿಂಸಾತ್ಮಕ ಸರ್ಕಾರಿ ವಿರೋಧಿ ಪ್ರತಿಭಟನೆಗಳು ಮತ್ತು ನಿಷೇಧಿತ ಸಾಮಾಜಿಕ ಮಾಧ್ಯಮ ನಿಷೇಧದ ನಂತರ ಪ್ರಧಾನಿ ಕೆ.ಪಿ.ಶರ್ಮಾ ಓಲಿ ರಾಜೀನಾಮೆ ನೀಡಿದ ನಂತರ ಈ ಕ್ರಮ ಕೈಗೊಳ್ಳಲಾಗಿದೆ. ಬಲರಾಮ್‌ಪುರ, ಬಹ್ರೈಚ್, ಪಿಲಿಭಿತ್, ಲಖೀಂಪುರ ಖೇರಿ, ಸಿದ್ಧಾರ್ಥನಗರ ಮಹಾರಾಜಗಂಜ್‌ನಲ್ಲಿ ದಿನದ 24 ಗಂಟೆಯೂ ಕಣ್ಗಾವಲು, ಗಸ್ತು ಹೆಚ್ಚಿಸಲಾಗಿದೆ. ಹೆಚ್ಚುವರಿ ಪೊಲೀಸ್ ಸಿಬ್ಬಂದಿಯನ್ನು ನಿಯೋಜಿಸಿ ಮಾಡಲಾಗಿದೆ ಎಂದು ಪೊಲೀಸ್ ಮಹಾನಿರ್ದೇಶಕ (ಡಿಜಿಪಿ) ರಾಜೀವ್ ಕೃಷ್ಣ ತಿಳಿಸಿದ್ದಾರೆ. ನೇಪಾಳದಲ್ಲಿ ಸಿಲುಕಿರುವ ಭಾರತೀಯ ಪ್ರಜೆಗಳಿಗೆ ಸಹಾಯ ಮಾಡಲು ಲಖನೌದ ಪೊಲೀಸ್ ಪ್ರಧಾನ ಕಚೇರಿಯಲ್ಲಿ ವಿಶೇಷ ನಿಯಂತ್ರಣ ಕೊಠಡಿಯನ್ನು ಸ್ಥಾಪಿಸಲಾಗಿದೆ.: [366, 766, 470, 887]
- editor-credit: ಸಂಪಾದಕ : ರಾಹುಲ್ ಹೆಚ್.: [152, 121, 208, 128]
- article-headline: ನೇಪಾಳದಲ್ಲಿ ದಂಗೆ: ಭಾರತದ ಗಡಿಯಲ್ಲಿ ಹೈಅಲರ್ಟ್: [410, 743, 636, 759]
- whatsapp-contact: [583, 12, 672, 23]
- masthead: [148, 27, 568, 143]
- border-patrol-photo: [474, 767, 572, 835]
- article-text-column: ಕಿಡಿಗೇಡಿಗಳು ಮಾಡಿದವರ ವಿರುದ್ಧ ಪ್ರಕರಣ ದಾಖಲಿಸಲಾಗಿದೆ. ಹಿಂದೂ ಸಂಘಟನೆಗಳು ಹಾಗೂ ಕಾರ್ಯಕರ್ತರ ವಿರುದ್ಧ ಅವರಿಗೂ ಯಾವುದೇ ಪ್ರಕರಣ ದಾಖಲಿಸಿಲ್ಲ. ಯಾರನ್ನೂ ಬಂಧಿಸಿಲ್ಲ. ಒಂದು ವೇಳೆ ಹೆಚ್ಚಿನ ತನಿಖೆಯಲ್ಲಿ ಸಾಕ್ಷ್ಯಗಳು ಲಭ್ಯವಾದರೆ ಆ ಸಂದರ್ಭದಲ್ಲಿ ಅಗತ್ಯ ಕ್ರಮ ತೆಗೆದುಕೊಳ್ಳುತ್ತೇವೆ ಎಂದಿದ್ದಾರೆ. ಸಾಮೂಹಿಕ ವಿಸರ್ಜನೆಗೆ ಗಣೇಶನ ಮೂರ್ತಿಗಳು ಬಳ್ಳಪ್ಪಿದ್ದರೆ ಇದ್ದರೂ ಬೇರೆ ಜಿಲ್ಲೆಗಳಿಂದ ಬರಲು ತರಲಾಗುತ್ತಿದೆ. ಮುಂದಿನ ದಿನಗಳಲ್ಲಿ ಬಿಜೆಪಿಯವರ ರಾಜಕೀಯಕ್ಕೆ ಸೂಕ್ತ ಉತ್ತರ ನೀಡುತ್ತೇವೆ ಎಂದರು. ಬಿಜೆಪಿಯವರಿಗೆ ರಾಜಕೀಯವಾಗಿ ಚರ್ಚೆ ಮಾಡಲು ವಿಷಯಗಳು ಇಲ್ಲದೇ ಇದ್ದಾಗ ಕೋಮುಗಲಭೆಯನ್ನು ಸೃಷ್ಟಿಸಿ, ಕೋಮು ಭಾವನೆಗಳ ಮೂಲಕವೇ ರಾಜಕಾರಣ ಮಾಡುವ ಪ್ರಯತ್ನ ಮಾಡುತ್ತಾರೆ. ಇಂತಹ ಆರೋಪಗಳನ್ನು ಅಪಪ್ರಚಾರ ಮಾಡುತ್ತಿದ್ದಾರೆ ಎಂದು ಆಕ್ರೋಶಿಸಿದರು.: [576, 499, 680, 597]
- article-nepal: [366, 743, 680, 1013]
- side-news-box: [44, 31, 144, 138]
